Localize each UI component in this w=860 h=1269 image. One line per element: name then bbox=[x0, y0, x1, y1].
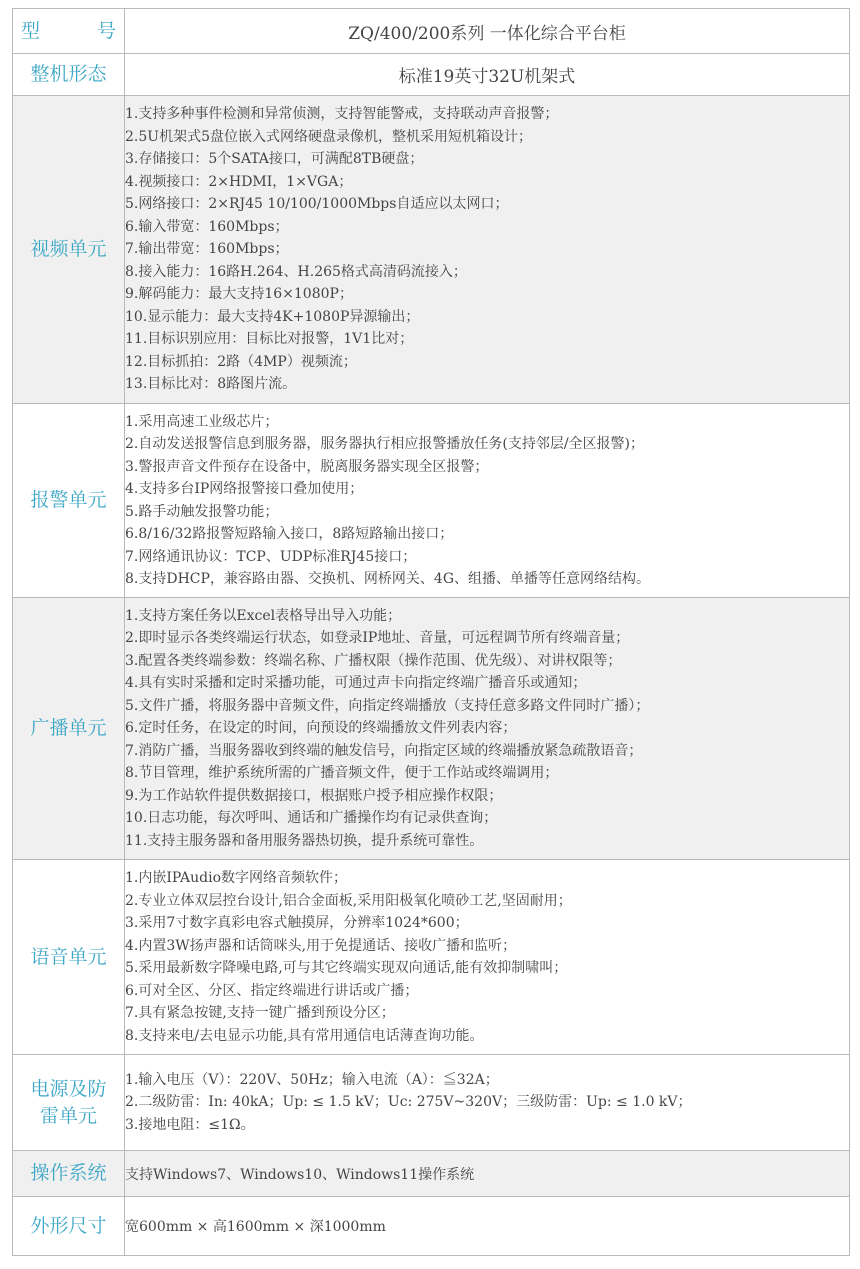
alarm-list bbox=[125, 407, 849, 595]
row-broadcast bbox=[13, 598, 850, 860]
value-model: ZQ/400/200系列 一体化综合平台柜 bbox=[125, 9, 850, 54]
label-power bbox=[13, 1055, 125, 1151]
list-item: 3.采用7寸数字真彩电容式触摸屏，分辨率1024*600； bbox=[125, 915, 469, 931]
value-voice bbox=[125, 860, 850, 1055]
list-item: 6.可对全区、分区、指定终端进行讲话或广播； bbox=[125, 982, 419, 999]
list-item: 10.显示能力：最大支持4K+1080P异源输出； bbox=[125, 308, 420, 325]
list-item: 2.二级防雷：In: 40kA；Up: ≤ 1.5 kV；Uc: 275V~320V；三级防雷：Up: ≤ 1.0 kV； bbox=[125, 1094, 692, 1111]
row-dimensions bbox=[13, 1197, 850, 1256]
list-item: 6.定时任务，在设定的时间，向预设的终端播放文件列表内容； bbox=[125, 720, 517, 737]
list-item: 8.接入能力：16路H.264、H.265格式高清码流接入； bbox=[125, 263, 467, 280]
value-os: 支持Windows7、Windows10、Windows11操作系统 bbox=[125, 1151, 850, 1197]
list-item: 11.目标识别应用：目标比对报警，1V1比对； bbox=[125, 331, 414, 348]
value-power bbox=[125, 1055, 850, 1151]
list-item: 5.采用最新数字降噪电路,可与其它终端实现双向通话,能有效抑制啸叫； bbox=[125, 960, 568, 976]
label-broadcast: 广播单元 bbox=[13, 598, 125, 860]
list-item: 10.日志功能，每次呼叫、通话和广播操作均有记录供查询； bbox=[125, 810, 498, 827]
list-item: 3.配置各类终端参数：终端名称、广播权限（操作范围、优先级）、对讲权限等； bbox=[125, 652, 622, 669]
row-video bbox=[13, 96, 850, 404]
label-form: 整机形态 bbox=[13, 54, 125, 96]
label-voice: 语音单元 bbox=[13, 860, 125, 1055]
row-os bbox=[13, 1151, 850, 1197]
row-model bbox=[13, 9, 850, 54]
list-item: 11.支持主服务器和备用服务器热切换，提升系统可靠性。 bbox=[125, 832, 484, 849]
list-item: 1.内嵌IPAudio数字网络音频软件； bbox=[125, 870, 348, 886]
list-item: 1.采用高速工业级芯片； bbox=[125, 413, 279, 430]
list-item: 2.即时显示各类终端运行状态，如登录IP地址、音量，可远程调节所有终端音量； bbox=[125, 630, 630, 647]
list-item: 2.专业立体双层控台设计,铝合金面板,采用阳极氧化喷砂工艺,坚固耐用； bbox=[125, 892, 572, 909]
list-item: 1.支持多种事件检测和异常侦测，支持智能警戒，支持联动声音报警； bbox=[125, 106, 559, 123]
value-dimensions: 宽600mm × 高1600mm × 深1000mm bbox=[125, 1197, 850, 1256]
list-item: 4.支持多台IP网络报警接口叠加使用； bbox=[125, 481, 364, 497]
label-power-line1: 电源及防 bbox=[30, 1077, 107, 1100]
list-item: 8.支持DHCP，兼容路由器、交换机、网桥网关、4G、组播、单播等任意网络结构。 bbox=[125, 571, 651, 587]
list-item: 2.自动发送报警信息到服务器，服务器执行相应报警播放任务(支持邻层/全区报警)； bbox=[125, 436, 644, 452]
value-video bbox=[125, 96, 850, 404]
list-item: 3.警报声音文件预存在设备中，脱离服务器实现全区报警； bbox=[125, 458, 489, 475]
power-list bbox=[125, 1065, 849, 1141]
list-item: 6.输入带宽：160Mbps； bbox=[125, 218, 289, 235]
list-item: 3.接地电阻：≤1Ω。 bbox=[125, 1116, 255, 1133]
row-alarm bbox=[13, 404, 850, 598]
list-item: 12.目标抓拍：2路（4MP）视频流； bbox=[125, 353, 357, 370]
value-form: 标准19英寸32U机架式 bbox=[125, 54, 850, 96]
label-model: 型 号 bbox=[13, 9, 125, 54]
list-item: 4.视频接口：2×HDMI，1×VGA； bbox=[125, 173, 353, 190]
video-list bbox=[125, 99, 849, 400]
label-power-line2: 雷单元 bbox=[39, 1104, 97, 1127]
list-item: 7.消防广播，当服务器收到终端的触发信号，向指定区域的终端播放紧急疏散语音； bbox=[125, 742, 643, 759]
list-item: 7.输出带宽：160Mbps； bbox=[125, 241, 289, 258]
row-power bbox=[13, 1055, 850, 1151]
list-item: 7.具有紧急按键,支持一键广播到预设分区； bbox=[125, 1005, 395, 1021]
row-form bbox=[13, 54, 850, 96]
list-item: 1.支持方案任务以Excel表格导出导入功能； bbox=[125, 607, 402, 624]
label-dimensions: 外形尺寸 bbox=[13, 1197, 125, 1256]
list-item: 3.存储接口：5个SATA接口，可满配8TB硬盘； bbox=[125, 151, 424, 168]
list-item: 8.支持来电/去电显示功能,具有常用通信电话薄查询功能。 bbox=[125, 1027, 484, 1044]
label-os: 操作系统 bbox=[13, 1151, 125, 1197]
list-item: 5.路手动触发报警功能； bbox=[125, 503, 279, 520]
list-item: 2.5U机架式5盘位嵌入式网络硬盘录像机，整机采用短机箱设计； bbox=[125, 128, 532, 145]
spec-table bbox=[12, 8, 850, 1256]
list-item: 13.目标比对：8路图片流。 bbox=[125, 376, 297, 393]
row-voice bbox=[13, 860, 850, 1055]
list-item: 7.网络通讯协议：TCP、UDP标准RJ45接口； bbox=[125, 548, 417, 565]
voice-list bbox=[125, 863, 849, 1051]
list-item: 9.为工作站软件提供数据接口，根据账户授予相应操作权限； bbox=[125, 787, 503, 804]
list-item: 9.解码能力：最大支持16×1080P； bbox=[125, 286, 353, 303]
value-alarm bbox=[125, 404, 850, 598]
list-item: 8.节目管理，维护系统所需的广播音频文件，便于工作站或终端调用； bbox=[125, 765, 559, 782]
label-video: 视频单元 bbox=[13, 96, 125, 404]
label-alarm: 报警单元 bbox=[13, 404, 125, 598]
list-item: 5.网络接口：2×RJ45 10/100/1000Mbps自适应以太网口； bbox=[125, 196, 509, 213]
list-item: 1.输入电压（V）：220V、50Hz；输入电流（A）：≦32A； bbox=[125, 1071, 499, 1088]
value-broadcast bbox=[125, 598, 850, 860]
broadcast-list bbox=[125, 601, 849, 857]
list-item: 6.8/16/32路报警短路输入接口，8路短路输出接口； bbox=[125, 526, 454, 542]
list-item: 4.具有实时采播和定时采播功能，可通过声卡向指定终端广播音乐或通知； bbox=[125, 675, 587, 692]
list-item: 4.内置3W扬声器和话筒咪头,用于免提通话、接收广播和监听； bbox=[125, 937, 517, 954]
list-item: 5.文件广播，将服务器中音频文件，向指定终端播放（支持任意多路文件同时广播）； bbox=[125, 697, 650, 714]
